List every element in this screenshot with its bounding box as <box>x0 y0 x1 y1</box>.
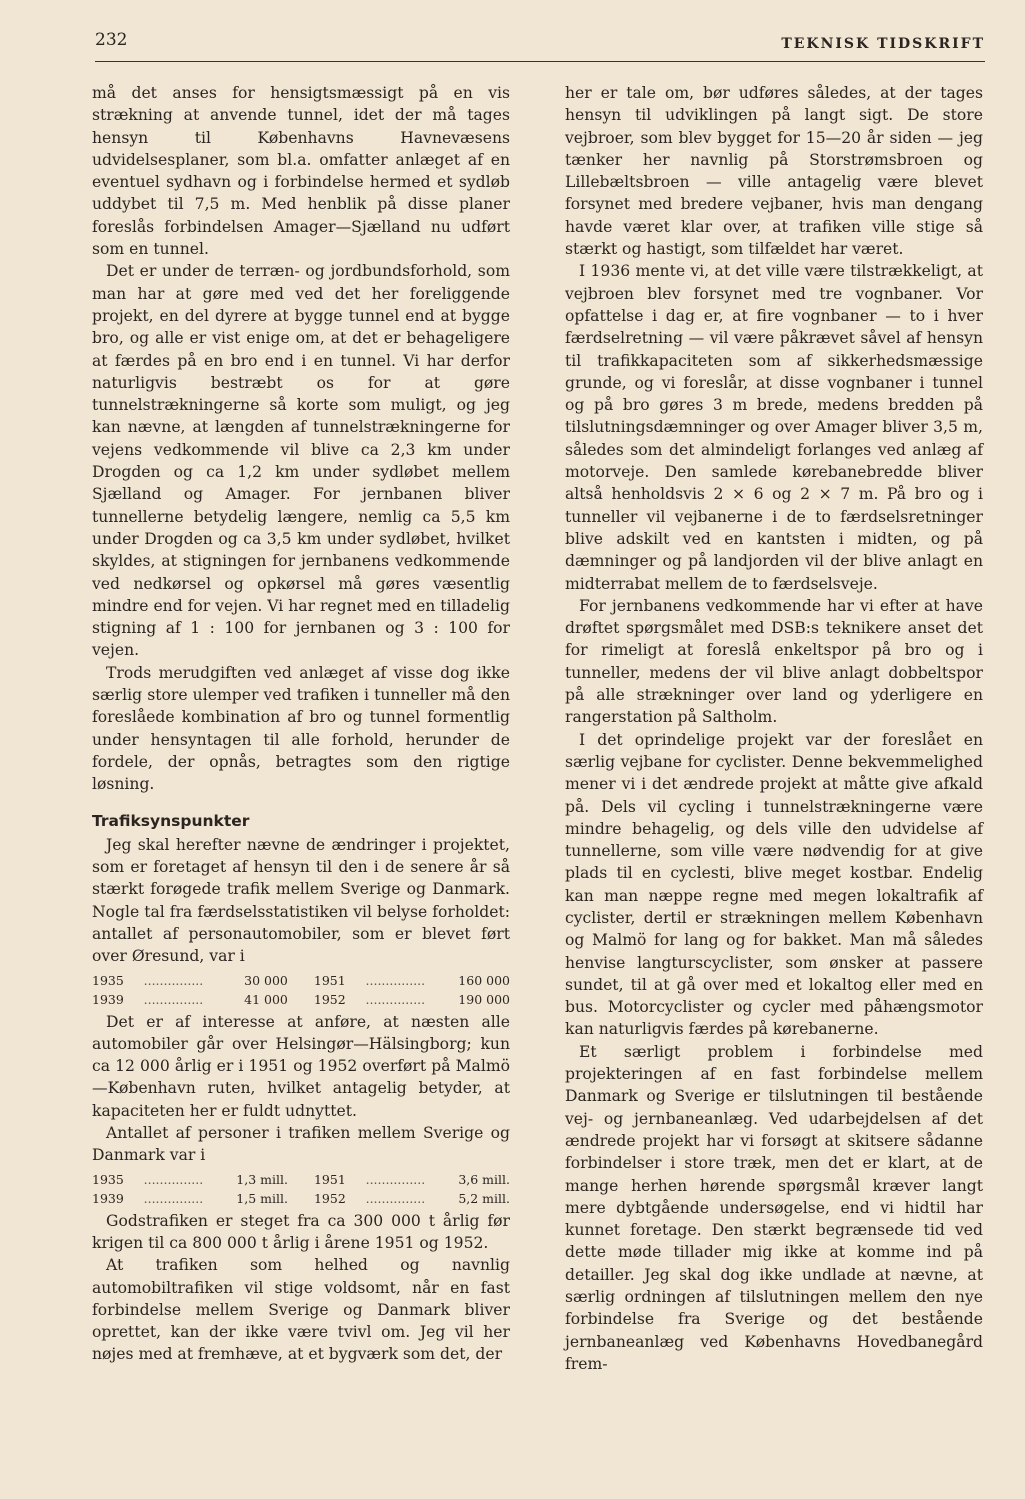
paragraph: At trafiken som helhed og navnlig automobiltrafiken vil stige voldsomt, når en fast forbindelse mellem Sverige og Danmark bliver oprettet, kan der ikke være tvivl om. Jeg vil her nøjes med at fremhæve, at et bygværk som det, der <box>92 1256 510 1364</box>
paragraph: I 1936 mente vi, at det ville være tilstrækkeligt, at vejbroen blev forsynet med tre vognbaner. Vor opfattelse i dag er, at fire vognbaner — to i hver færdselretning — vil være påkrævet såvel af hensyn til trafikkapaciteten som af sikkerhedsmæssige grunde, og vi foreslår, at disse vognbaner i tunnel og på bro gøres 3 m brede, medens bredden på tilslutningsdæmninger og over Amager bliver 3,5 m, således som det almindeligt forlanges ved anlæg af motorveje. Den samlede kørebanebredde bliver altså henholdsvis 2 × 6 og 2 × 7 m. På bro og i tunneller vil vejbanerne i de to færdselsretninger blive adskilt ved en kantsten i midten, og på dæmninger og på landjorden vil der blive anlagt en midterrabat mellem de to færdselsveje. <box>565 262 983 593</box>
table-cell: 30 000 <box>244 972 288 988</box>
dot-leader <box>144 1189 219 1208</box>
section-heading: Trafiksynspunkter <box>92 811 250 830</box>
paragraph: Godstrafiken er steget fra ca 300 000 t årlig før krigen til ca 800 000 t årlig i årene 1951 og 1952. <box>92 1211 510 1252</box>
persons-statistics-table <box>92 1170 510 1208</box>
paragraph: Trods merudgiften ved anlæget af visse dog ikke særlig store ulemper ved trafiken i tunneller må den foreslåede kombination af bro og tunnel formentlig under hensyntagen til alle forhold, herunder de fordele, der opnås, betragtes som den rigtige løsning. <box>92 663 510 794</box>
dot-leader <box>366 1170 441 1189</box>
dot-leader <box>144 1170 219 1189</box>
table-row <box>92 990 510 1009</box>
table-row <box>92 971 510 990</box>
paragraph: må det anses for hensigtsmæssigt på en vis strækning at anvende tunnel, idet der må tages hensyn til Københavns Havnevæsens udvidelsesplaner, som bl.a. omfatter anlæget af en eventuel sydhavn og i forbindelse hermed et sydløb uddybet til 7,5 m. Med henblik på disse planer foreslås forbindelsen Amager—Sjælland nu udført som en tunnel. <box>92 84 510 259</box>
paragraph: I det oprindelige projekt var der foreslået en særlig vejbane for cyclister. Denne bekvemmelighed mener vi i det ændrede projekt at måtte give afkald på. Dels vil cycling i tunnelstrækningerne være mindre behagelig, og dels ville den udvidelse af tunnellerne, som ville være nødvendig for at give plads til en cyclesti, blive meget kostbar. Endelig kan man næppe regne med megen lokaltrafik af cyclister, dertil er strækningen mellem København og Malmö for lang og for bakket. Man må således henvise langturscyclister, som ønsker at passere sundet, til at gå over med et lokaltog eller med en bus. Motorcyclister og cycler med påhængsmotor kan naturligvis færdes på kørebanerne. <box>565 730 983 1039</box>
table-cell: 1,5 mill. <box>236 1190 288 1206</box>
table-cell: 5,2 mill. <box>458 1190 510 1206</box>
dot-leader <box>144 990 219 1009</box>
right-column <box>565 82 983 1375</box>
paragraph: Et særligt problem i forbindelse med projekteringen af en fast forbindelse mellem Danmark og Sverige er tilslutningen til bestående vej- og jernbaneanlæg. Ved udarbejdelsen af det ændrede projekt har vi forsøgt at skitsere sådanne forbindelser i store træk, men det er klart, at de mange herhen hørende spørgsmål kræver langt mere dybtgående undersøgelse, end vi hidtil har kunnet foretage. Den stærkt begrænsede tid ved dette møde tillader mig ikke at komme ind på detailler. Jeg skal dog ikke undlade at nævne, at særlig ordningen af tilslutningen mellem den nye forbindelse fra Sverige og det bestående jernbaneanlæg ved Københavns Hovedbanegård frem- <box>565 1042 983 1373</box>
header-rule <box>95 61 985 62</box>
dot-leader <box>366 971 441 990</box>
dot-leader <box>144 971 219 990</box>
table-cell: 1,3 mill. <box>236 1171 288 1187</box>
table-cell: 1935 <box>92 972 124 988</box>
table-cell: 1939 <box>92 991 124 1007</box>
journal-title: TEKNISK TIDSKRIFT <box>781 36 985 52</box>
table-cell: 1939 <box>92 1190 124 1206</box>
paragraph: her er tale om, bør udføres således, at der tages hensyn til udviklingen på langt sigt. De store vejbroer, som blev bygget for 15—20 år siden — jeg tænker her navnlig på Storstrømsbroen og Lillebæltsbroen — ville antagelig være blevet forsynet med bredere vejbaner, hvis man dengang havde været klar over, at trafiken ville stige så stærkt og hastigt, som tilfældet har været. <box>565 84 983 259</box>
table-cell: 3,6 mill. <box>458 1171 510 1187</box>
table-row <box>92 1170 510 1189</box>
table-cell: 190 000 <box>458 991 510 1007</box>
table-cell: 1951 <box>313 972 346 988</box>
dot-leader <box>366 1189 441 1208</box>
car-statistics-table <box>92 971 510 1009</box>
dot-leader <box>366 990 441 1009</box>
table-cell: 160 000 <box>458 972 510 988</box>
paragraph: Det er af interesse at anføre, at næsten alle automobiler går over Helsingør—Hälsingborg; kun ca 12 000 årlig er i 1951 og 1952 overført på Malmö—København ruten, hvilket antagelig betyder, at kapaciteten her er fuldt udnyttet. <box>92 1012 510 1120</box>
left-column <box>92 82 510 1366</box>
page-header <box>95 28 985 60</box>
paragraph: Antallet af personer i trafiken mellem Sverige og Danmark var i <box>92 1124 510 1165</box>
paragraph: Det er under de terræn- og jordbundsforhold, som man har at gøre med ved det her foreliggende projekt, en del dyrere at bygge tunnel end at bygge bro, og alle er vist enige om, at det er behageligere at færdes på en bro end i en tunnel. Vi har derfor naturligvis bestræbt os for at gøre tunnelstrækningerne så korte som muligt, og jeg kan nævne, at længden af tunnelstrækningerne for vejens vedkommende vil blive ca 2,3 km under Drogden og ca 1,2 km under sydløbet mellem Sjælland og Amager. For jernbanen bliver tunnellerne betydelig længere, nemlig ca 5,5 km under Drogden og ca 3,5 km under sydløbet, hvilket skyldes, at stigningen for jernbanens vedkommende ved nedkørsel og opkørsel må gøres væsentlig mindre end for vejen. Vi har regnet med en tilladelig stigning af 1 : 100 for jernbanen og 3 : 100 for vejen. <box>92 262 510 660</box>
table-cell: 1951 <box>313 1171 346 1187</box>
table-cell: 41 000 <box>244 991 288 1007</box>
paragraph: For jernbanens vedkommende har vi efter at have drøftet spørgsmålet med DSB:s teknikere anset det for rimeligt at foreslå enkeltspor på bro og i tunneller, medens der vil blive anlagt dobbeltspor på alle strækninger over land og yderligere en rangerstation på Saltholm. <box>565 596 983 727</box>
table-row <box>92 1189 510 1208</box>
table-cell: 1952 <box>313 991 346 1007</box>
paragraph: Jeg skal herefter nævne de ændringer i projektet, som er foretaget af hensyn til den i de senere år så stærkt forøgede trafik mellem Sverige og Danmark. Nogle tal fra færdselsstatistiken vil belyse forholdet: antallet af personautomobiler, som er blevet ført over Øresund, var i <box>92 835 510 966</box>
table-cell: 1935 <box>92 1171 124 1187</box>
table-cell: 1952 <box>313 1190 346 1206</box>
page-number: 232 <box>95 30 128 50</box>
